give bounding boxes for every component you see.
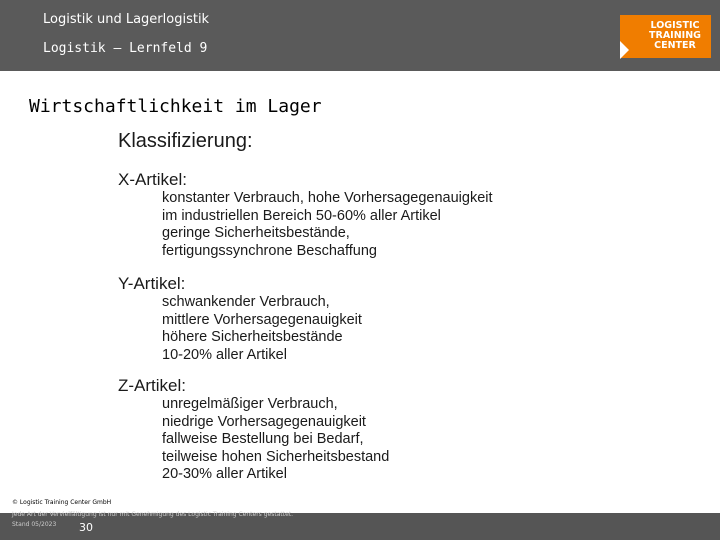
list-item: mittlere Vorhersagegenauigkeit (162, 311, 362, 328)
section-z-articles (118, 376, 389, 484)
list-item: im industriellen Bereich 50-60% aller Artikel (162, 207, 441, 224)
logo-line-2: TRAINING (649, 30, 701, 41)
logo-line-1: LOGISTIC (650, 20, 700, 31)
slide-title: Wirtschaftlichkeit im Lager (29, 96, 322, 117)
list-item: schwankender Verbrauch, (162, 294, 330, 310)
header-title: Logistik und Lagerlogistik (43, 12, 210, 27)
copyright-text: © Logistic Training Center GmbH (12, 499, 112, 506)
list-item: fertigungssynchrone Beschaffung (162, 242, 377, 259)
company-logo (620, 15, 711, 58)
header-bar (0, 0, 720, 71)
section-title: Y-Artikel: (118, 274, 186, 293)
logo-text (642, 21, 708, 51)
version-date: Stand 05/2023 (12, 521, 57, 528)
classification-heading: Klassifizierung: (118, 130, 253, 152)
list-item: konstanter Verbrauch, hohe Vorhersagegenauigkeit (162, 190, 493, 206)
page-number: 30 (79, 521, 93, 534)
list-item: fallweise Bestellung bei Bedarf, (162, 431, 364, 447)
list-item: geringe Sicherheitsbestände, (162, 225, 350, 241)
slide-content (118, 128, 493, 482)
logo-line-3: CENTER (654, 40, 696, 51)
list-item: teilweise hohen Sicherheitsbestand (162, 448, 390, 465)
reproduction-note: Jede Art der Vervielfältigung ist nur mit Genehmigung des Logistic Training Centers gestattet. (12, 511, 294, 518)
section-title: X-Artikel: (118, 170, 187, 189)
list-item: unregelmäßiger Verbrauch, (162, 396, 338, 412)
section-title: Z-Artikel: (118, 376, 186, 395)
list-item: 10-20% aller Artikel (162, 346, 287, 363)
list-item: 20-30% aller Artikel (162, 466, 287, 482)
section-x-articles (118, 170, 493, 260)
logo-notch-shape (620, 41, 629, 59)
header-subtitle: Logistik – Lernfeld 9 (43, 41, 208, 56)
list-item: höhere Sicherheitsbestände (162, 329, 343, 345)
section-y-articles (118, 274, 362, 364)
list-item: niedrige Vorhersagegenauigkeit (162, 413, 366, 430)
